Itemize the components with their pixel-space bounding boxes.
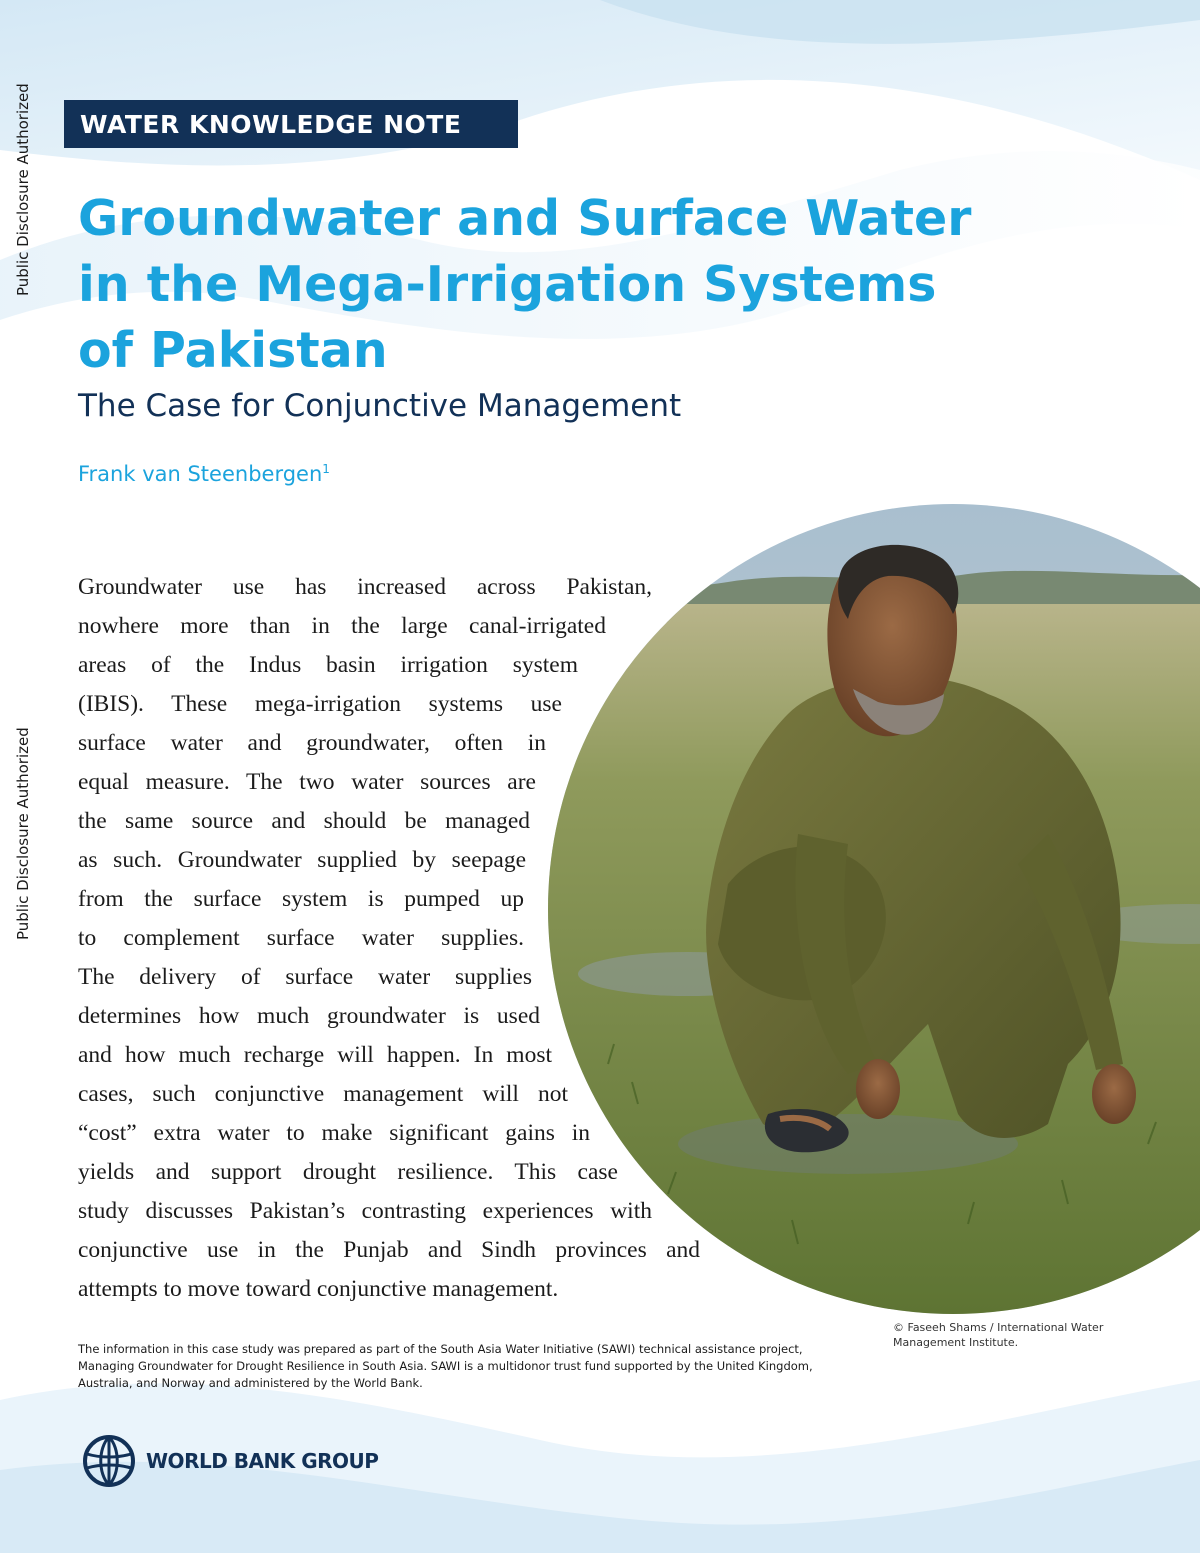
- author-line: [78, 462, 330, 486]
- title-line-2: in the Mega-Irrigation Systems: [78, 256, 937, 313]
- abstract-line: (IBIS). These mega-irrigation systems use: [78, 691, 562, 717]
- photo-caption: © Faseeh Shams / International Water Management Institute.: [893, 1321, 1104, 1349]
- abstract-line: attempts to move toward conjunctive management.: [78, 1276, 559, 1302]
- abstract-line: to complement surface water supplies.: [78, 925, 524, 951]
- abstract-line: the same source and should be managed: [78, 808, 530, 834]
- abstract-line: Groundwater use has increased across Pakistan,: [78, 574, 652, 600]
- abstract-line: areas of the Indus basin irrigation system: [78, 652, 578, 678]
- series-label: WATER KNOWLEDGE NOTE: [80, 109, 462, 139]
- globe-icon: [82, 1434, 136, 1488]
- abstract-line: equal measure. The two water sources are: [78, 769, 536, 795]
- abstract: [78, 568, 700, 1309]
- abstract-line: conjunctive use in the Punjab and Sindh provinces and: [78, 1237, 700, 1263]
- abstract-line: as such. Groundwater supplied by seepage: [78, 847, 526, 873]
- disclosure-label-bottom: Public Disclosure Authorized: [14, 727, 32, 940]
- subtitle: The Case for Conjunctive Management: [78, 388, 682, 424]
- abstract-line: surface water and groundwater, often in: [78, 730, 546, 756]
- disclosure-label-top: Public Disclosure Authorized: [14, 83, 32, 296]
- title-line-3: of Pakistan: [78, 322, 388, 379]
- title-line-1: Groundwater and Surface Water: [78, 190, 972, 247]
- abstract-line: “cost” extra water to make significant gains in: [78, 1120, 590, 1146]
- abstract-line: The delivery of surface water supplies: [78, 964, 532, 990]
- page-title: [78, 186, 1158, 384]
- abstract-line: yields and support drought resilience. This case: [78, 1159, 618, 1185]
- abstract-line: cases, such conjunctive management will not: [78, 1081, 568, 1107]
- abstract-line: determines how much groundwater is used: [78, 1003, 540, 1029]
- abstract-line: nowhere more than in the large canal-irrigated: [78, 613, 606, 639]
- author-footnote-mark: 1: [322, 462, 330, 476]
- series-banner: [64, 100, 518, 148]
- footnote: The information in this case study was prepared as part of the South Asia Water Initiative (SAWI) technical assistance project, Managing Groundwater for Drought Resilience in South Asia. SAWI is a multidonor trust fund supported by the United Kingdom, Australia, and Norway and administered by the World Bank.: [78, 1342, 813, 1390]
- logo-text: WORLD BANK GROUP: [146, 1449, 379, 1473]
- abstract-line: from the surface system is pumped up: [78, 886, 524, 912]
- author-name: Frank van Steenbergen: [78, 462, 323, 486]
- abstract-line: and how much recharge will happen. In most: [78, 1042, 552, 1068]
- abstract-line: study discusses Pakistan’s contrasting experiences with: [78, 1198, 652, 1224]
- world-bank-logo: [82, 1434, 378, 1488]
